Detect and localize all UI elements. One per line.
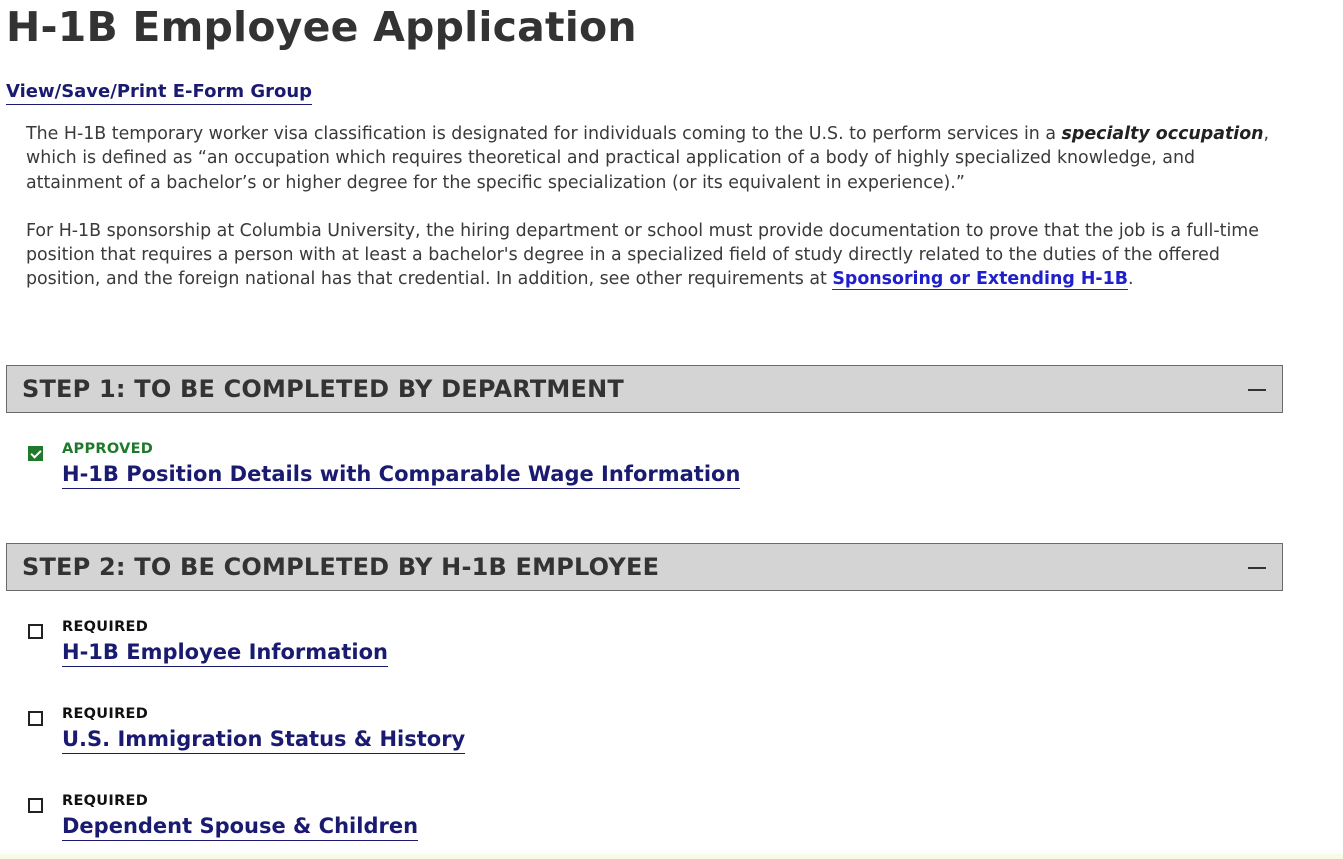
task-employee-information: [28, 619, 388, 667]
task-status-badge: REQUIRED: [62, 793, 149, 809]
task-status-badge: REQUIRED: [62, 706, 149, 722]
intro-p2-end: .: [1127, 269, 1134, 290]
specialty-occupation-emphasis: specialty occupation: [1061, 124, 1264, 144]
page-title: H-1B Employee Application: [6, 3, 637, 51]
checkbox-icon: [28, 798, 43, 813]
step-2-header[interactable]: [6, 543, 1283, 591]
position-details-link[interactable]: H-1B Position Details with Comparable Wage Information: [62, 462, 740, 489]
intro-p1-text-end: , which is defined as “an occupation which requires theoretical and practical application of a body of highly specialized knowledge, and attainment of a bachelor’s or higher degree for the specific specialization (or its equivalent in experience).”: [26, 124, 1270, 193]
sponsoring-extending-h1b-link[interactable]: Sponsoring or Extending H-1B: [832, 269, 1128, 290]
task-status-badge: APPROVED: [62, 441, 154, 457]
intro-text: [26, 122, 1276, 292]
task-status-badge: REQUIRED: [62, 619, 149, 635]
intro-p1-text: The H-1B temporary worker visa classification is designated for individuals coming to the U.S. to perform services in a: [26, 124, 1062, 144]
task-position-details: [28, 441, 740, 489]
step-2-title: STEP 2: TO BE COMPLETED BY H-1B EMPLOYEE: [22, 553, 660, 581]
employee-information-link[interactable]: H-1B Employee Information: [62, 640, 388, 667]
minus-icon[interactable]: [1248, 567, 1266, 569]
dependent-spouse-children-link[interactable]: Dependent Spouse & Children: [62, 814, 418, 841]
minus-icon[interactable]: [1248, 389, 1266, 391]
checkbox-icon: [28, 711, 43, 726]
view-save-print-link[interactable]: View/Save/Print E-Form Group: [6, 81, 312, 105]
checkbox-icon: [28, 624, 43, 639]
immigration-status-link[interactable]: U.S. Immigration Status & History: [62, 727, 465, 754]
task-immigration-status: [28, 706, 465, 754]
checkbox-checked-icon: [28, 446, 43, 461]
intro-paragraph-2: [26, 219, 1276, 292]
intro-p2-text: For H-1B sponsorship at Columbia University, the hiring department or school must provide documentation to prove that the job is a full-time position that requires a person with at least a bachelor's degree in a specialized field of study directly related to the duties of the offered position, and the foreign national has that credential. In addition, see other requirements at: [26, 220, 1259, 290]
step-1-header[interactable]: [6, 365, 1283, 413]
intro-paragraph-1: [26, 122, 1276, 195]
bottom-strip: [0, 854, 1343, 859]
step-1-title: STEP 1: TO BE COMPLETED BY DEPARTMENT: [22, 375, 624, 403]
task-dependent-spouse: [28, 793, 418, 841]
